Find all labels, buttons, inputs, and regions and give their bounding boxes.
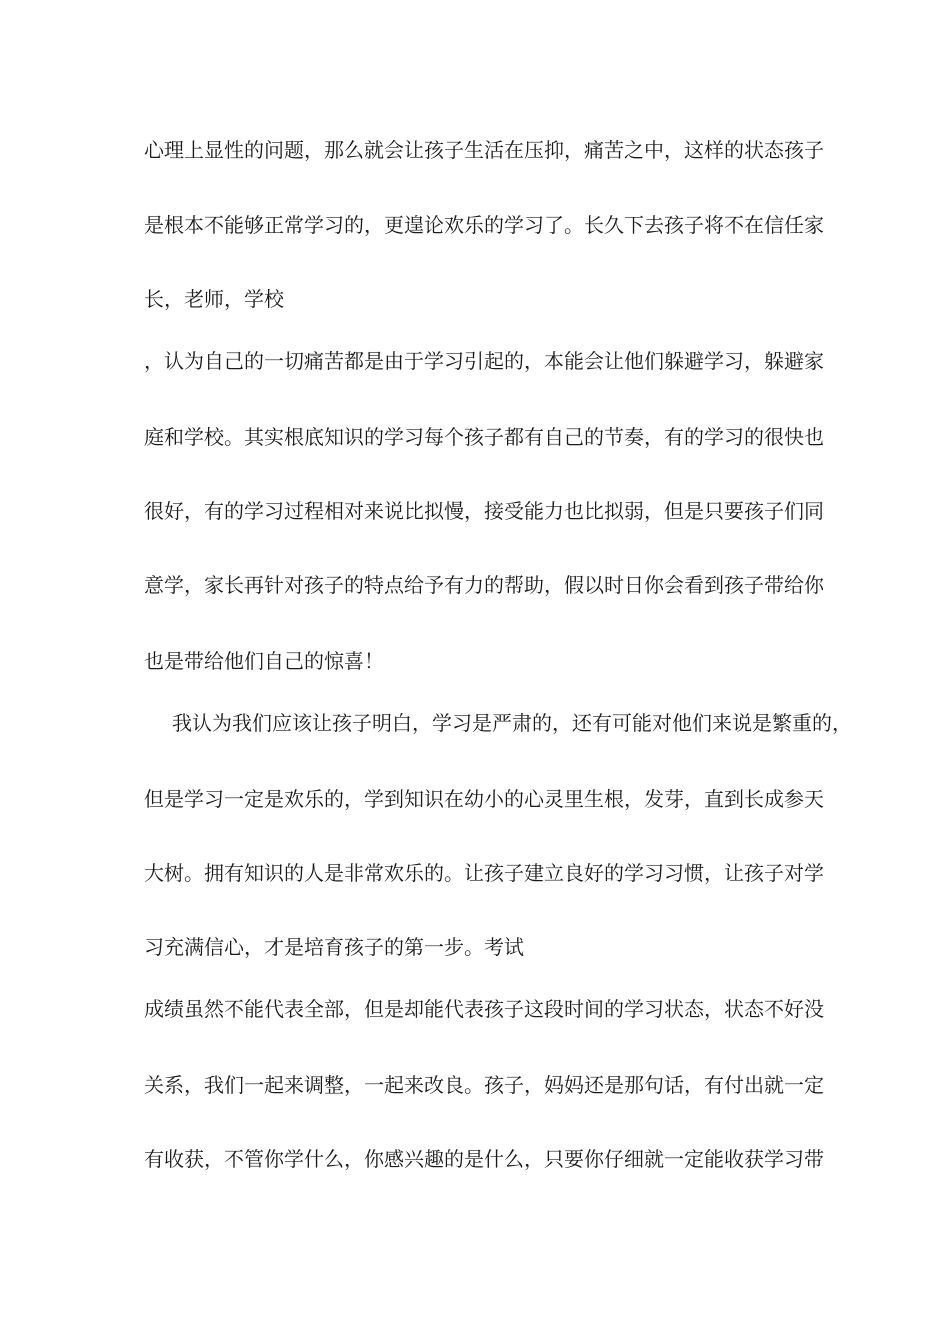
text-line-8: 也是带给他们自己的惊喜！ — [144, 649, 384, 673]
text-line-15: 有收获，不管你学什么，你感兴趣的是什么，只要你仔细就一定能收获学习带 — [144, 1147, 824, 1171]
text-line-13: 成绩虽然不能代表全部，但是却能代表孩子这段时间的学习状态，状态不好没 — [144, 997, 824, 1021]
text-line-14: 关系，我们一起来调整，一起来改良。孩子，妈妈还是那句话，有付出就一定 — [144, 1073, 824, 1097]
text-line-4: ，认为自己的一切痛苦都是由于学习引起的，本能会让他们躲避学习，躲避家 — [144, 349, 824, 373]
text-line-11: 大树。拥有知识的人是非常欢乐的。让孩子建立良好的学习习惯，让孩子对学 — [144, 861, 824, 885]
text-line-9: 我认为我们应该让孩子明白，学习是严肃的，还有可能对他们来说是繁重的， — [172, 711, 852, 735]
text-line-12: 习充满信心，才是培育孩子的第一步。考试 — [144, 935, 524, 959]
text-line-5: 庭和学校。其实根底知识的学习每个孩子都有自己的节奏，有的学习的很快也 — [144, 425, 824, 449]
text-line-3: 长，老师，学校 — [144, 287, 284, 311]
text-line-7: 意学，家长再针对孩子的特点给予有力的帮助，假以时日你会看到孩子带给你 — [144, 573, 824, 597]
text-line-2: 是根本不能够正常学习的，更遑论欢乐的学习了。长久下去孩子将不在信任家 — [144, 213, 824, 237]
text-line-6: 很好，有的学习过程相对来说比拟慢，接受能力也比拟弱，但是只要孩子们同 — [144, 499, 824, 523]
text-line-1: 心理上显性的问题，那么就会让孩子生活在压抑，痛苦之中，这样的状态孩子 — [144, 138, 824, 162]
text-line-10: 但是学习一定是欢乐的，学到知识在幼小的心灵里生根，发芽，直到长成参天 — [144, 787, 824, 811]
